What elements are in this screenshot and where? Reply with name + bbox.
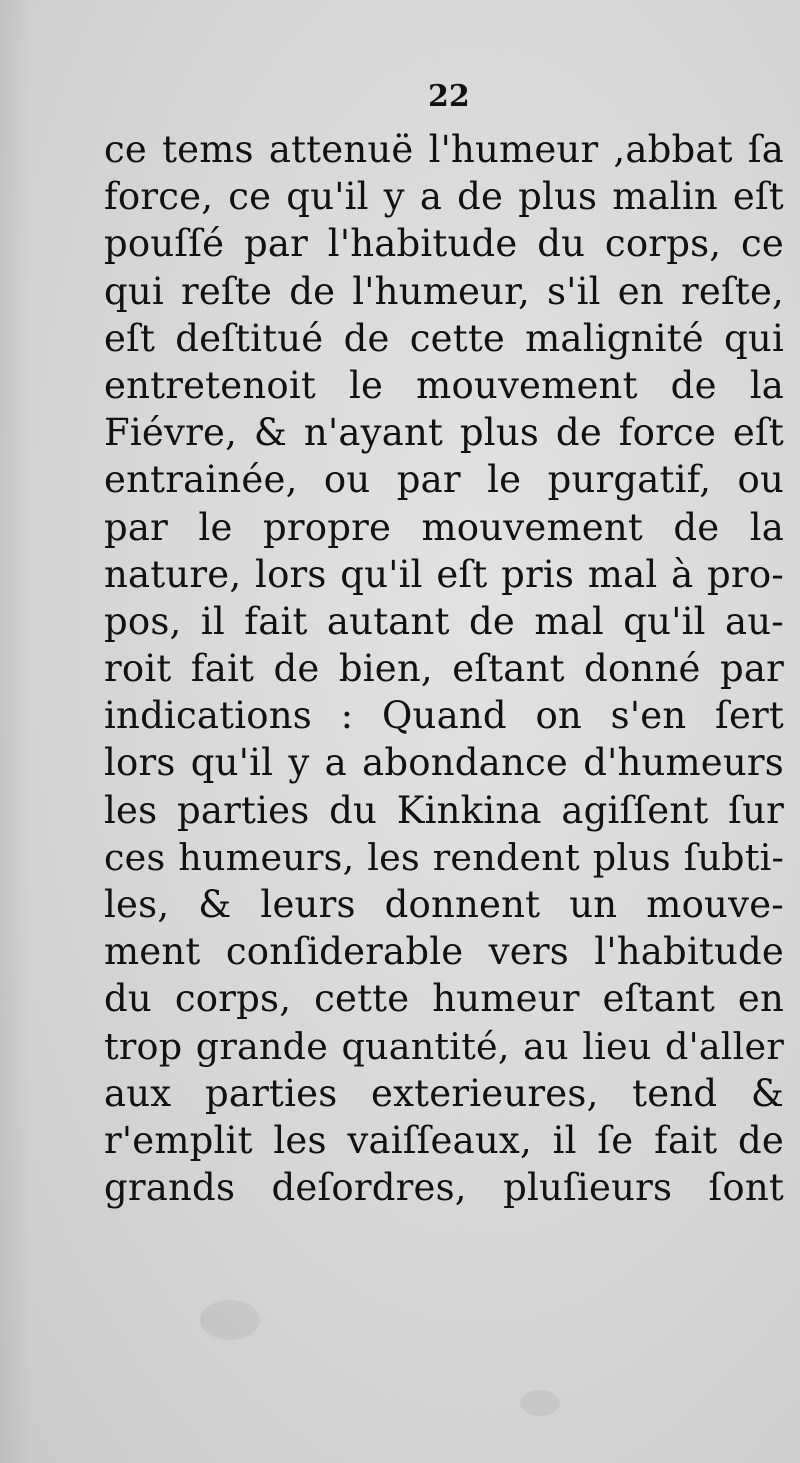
- text-line: du corps, cette humeur eſtant en: [104, 977, 784, 1021]
- text-line: trop grande quantité, au lieu d'aller: [104, 1024, 784, 1068]
- text-line: eſt deſtitué de cette malignité qui: [104, 316, 784, 360]
- text-line: ces humeurs, les rendent plus ſubti-: [104, 835, 784, 879]
- text-line: r'emplit les vaiſſeaux, il ſe fait de: [104, 1118, 784, 1162]
- body-text: [104, 126, 784, 1211]
- text-line: aux parties exterieures, tend &: [104, 1071, 784, 1115]
- paper-stain: [200, 1300, 260, 1340]
- text-line: entrainée, ou par le purgatif, ou: [104, 458, 784, 502]
- text-line: grands deſordres, pluſieurs ſont: [104, 1166, 784, 1210]
- text-line: pos, il fait autant de mal qu'il au-: [104, 599, 784, 643]
- page-number: 22: [428, 79, 470, 114]
- text-line: qui reſte de l'humeur, s'il en reſte,: [104, 269, 784, 313]
- text-line: les, & leurs donnent un mouve-: [104, 883, 784, 926]
- paper-stain: [520, 1390, 560, 1416]
- text-line: pouſſé par l'habitude du corps, ce: [104, 222, 784, 266]
- page-shadow: [0, 0, 30, 1463]
- text-line: Fiévre, & n'ayant plus de force eſt: [104, 411, 784, 455]
- text-line: ment conſiderable vers l'habitude: [104, 930, 784, 974]
- text-line: indications : Quand on s'en ſert: [104, 694, 784, 738]
- text-line: entretenoit le mouvement de la: [104, 363, 784, 407]
- text-line: les parties du Kinkina agiſſent ſur: [104, 788, 784, 832]
- text-line: par le propre mouvement de la: [104, 505, 784, 549]
- text-line: force, ce qu'il y a de plus malin eſt: [104, 175, 784, 219]
- text-line: nature, lors qu'il eſt pris mal à pro-: [104, 552, 784, 596]
- text-line: roit fait de bien, eſtant donné par: [104, 647, 784, 691]
- text-line: lors qu'il y a abondance d'humeurs: [104, 741, 784, 785]
- text-line: ce tems attenuë l'humeur ,abbat ſa: [104, 128, 784, 171]
